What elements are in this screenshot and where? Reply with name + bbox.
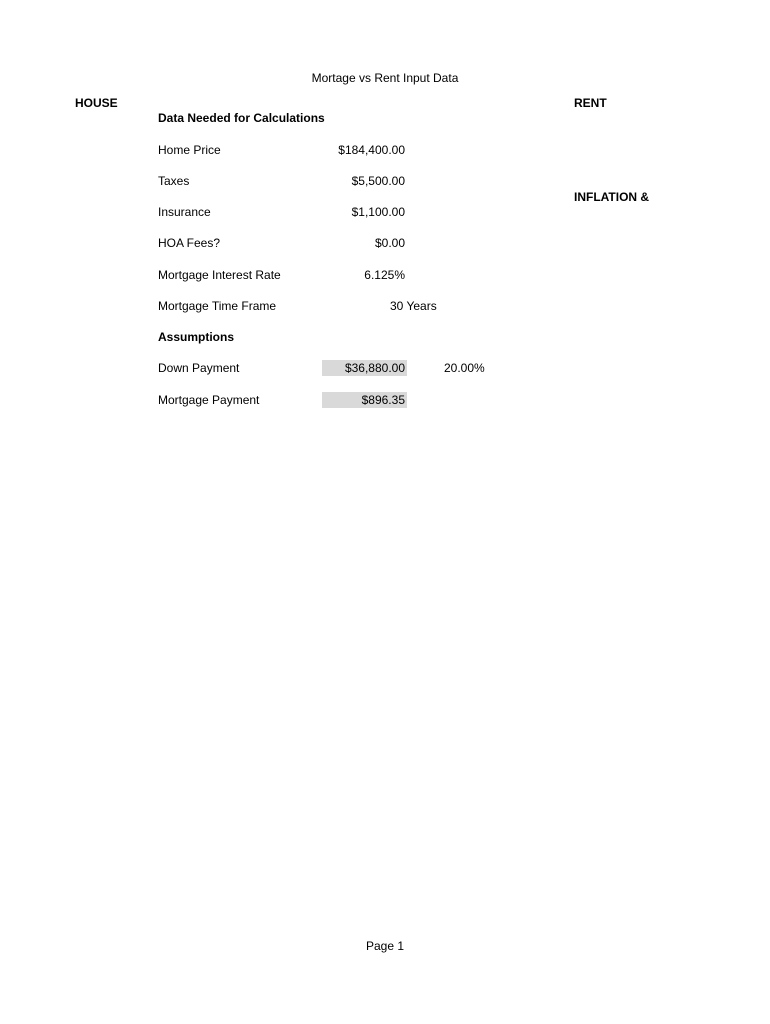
down-payment-value: $36,880.00	[322, 360, 407, 376]
insurance-label: Insurance	[158, 205, 211, 219]
mortgage-payment-value: $896.35	[322, 392, 407, 408]
rent-section-label: RENT	[574, 96, 607, 110]
time-frame-label: Mortgage Time Frame	[158, 299, 277, 313]
down-payment-label: Down Payment	[158, 361, 240, 375]
taxes-value: $5,500.00	[351, 174, 405, 188]
hoa-fees-label: HOA Fees?	[158, 236, 221, 250]
inflation-section-label: INFLATION &	[574, 190, 650, 204]
home-price-label: Home Price	[158, 143, 221, 157]
interest-rate-value: 6.125%	[364, 268, 405, 282]
home-price-value: $184,400.00	[338, 143, 405, 157]
mortgage-payment-label: Mortgage Payment	[158, 393, 260, 407]
interest-rate-label: Mortgage Interest Rate	[158, 268, 281, 282]
calculations-heading: Data Needed for Calculations	[158, 111, 325, 125]
page-title: Mortage vs Rent Input Data	[311, 71, 459, 85]
hoa-fees-value: $0.00	[374, 236, 405, 250]
page-number: Page 1	[365, 939, 405, 953]
down-payment-percent: 20.00%	[444, 361, 485, 375]
insurance-value: $1,100.00	[351, 205, 405, 219]
assumptions-heading: Assumptions	[158, 330, 235, 344]
time-frame-value: 30 Years	[390, 299, 437, 313]
house-section-label: HOUSE	[75, 96, 118, 110]
taxes-label: Taxes	[158, 174, 190, 188]
